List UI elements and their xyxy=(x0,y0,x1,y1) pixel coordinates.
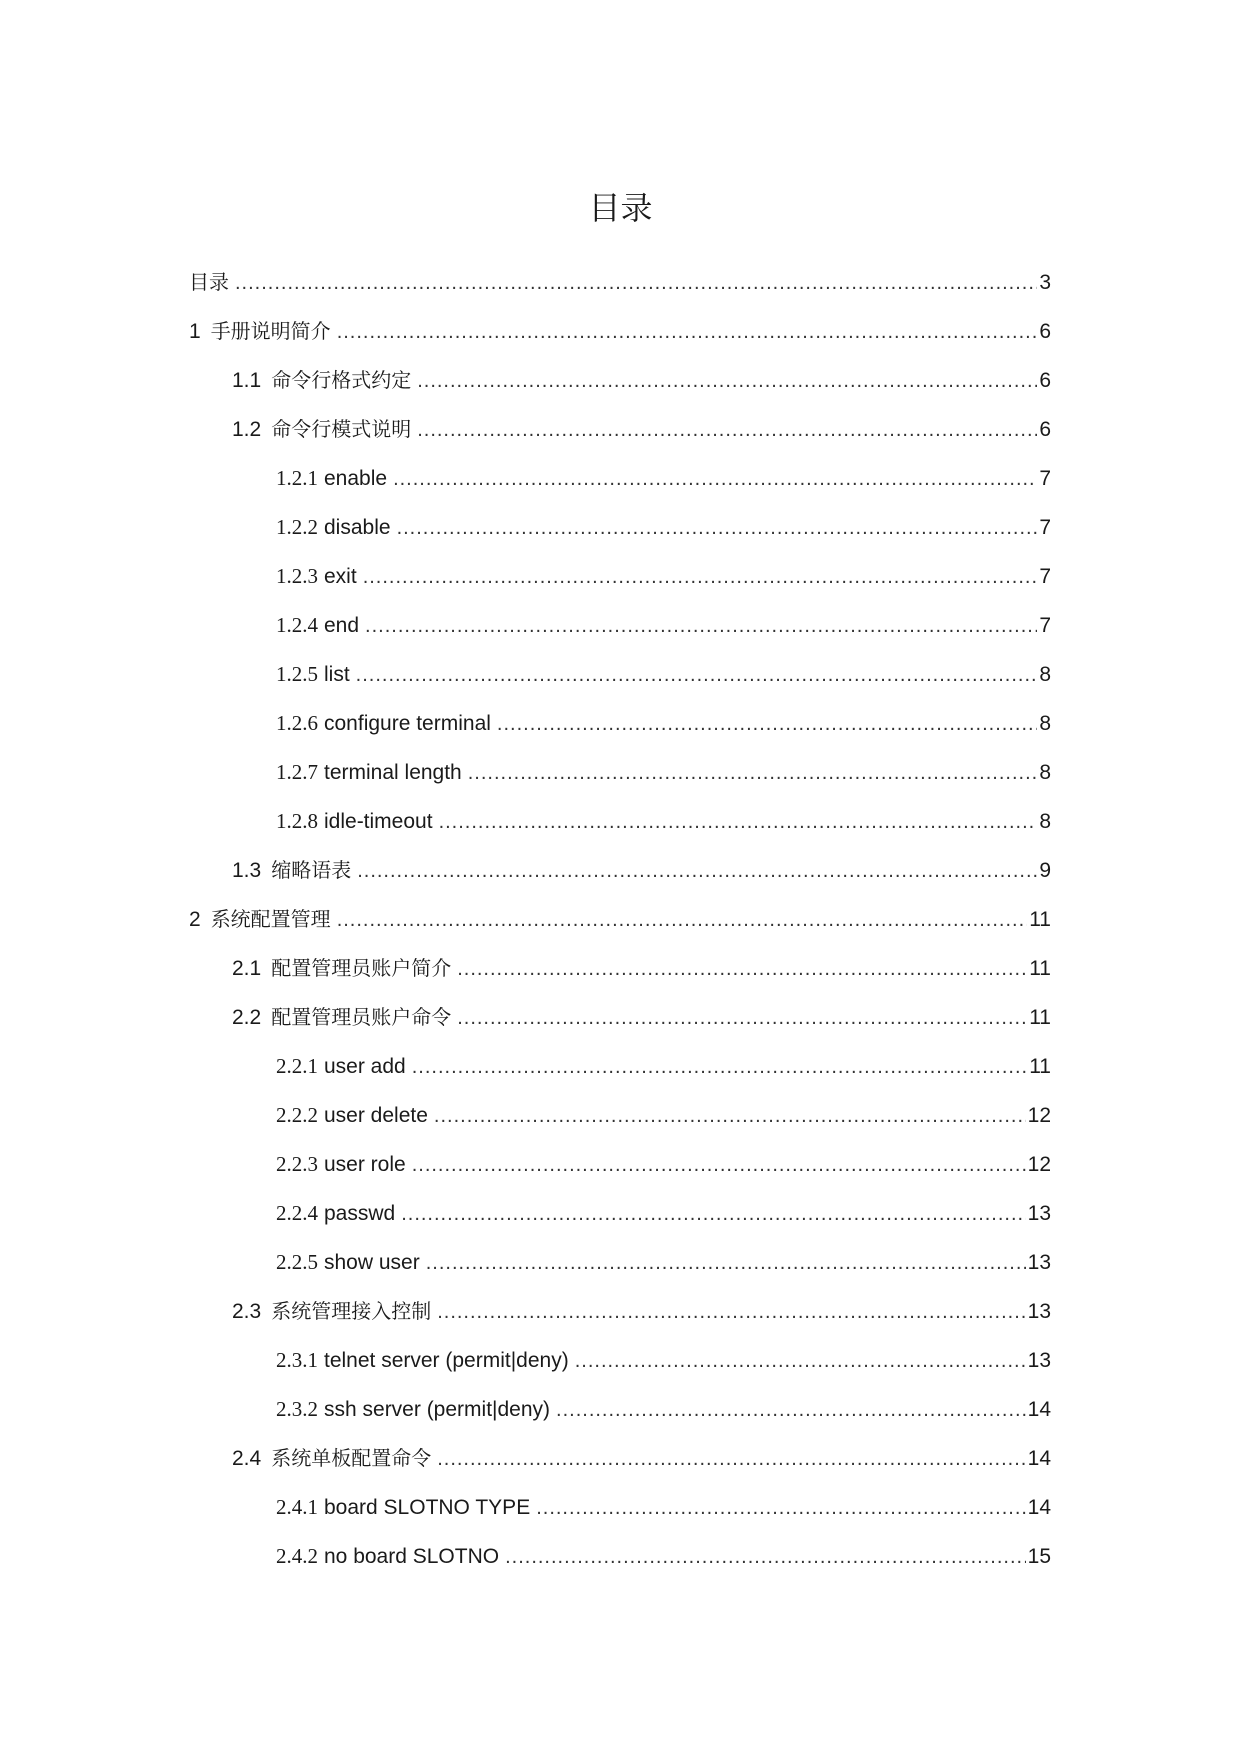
toc-entry[interactable] xyxy=(189,1189,1051,1238)
toc-entry[interactable] xyxy=(189,552,1051,601)
toc-entry-page-number: 3 xyxy=(1039,271,1051,294)
dot-leader xyxy=(417,357,1037,406)
dot-leader xyxy=(536,1484,1025,1533)
dot-leader xyxy=(556,1386,1026,1435)
page-title: 目录 xyxy=(588,189,653,227)
toc-entry-label: end xyxy=(324,614,360,637)
dot-leader xyxy=(505,1533,1026,1582)
dot-leader xyxy=(437,1435,1025,1484)
toc-entry-number: 1.2.8 xyxy=(276,809,318,833)
toc-entry-page-number: 6 xyxy=(1039,320,1051,343)
toc-entry-label: list xyxy=(324,663,350,686)
toc-entry[interactable] xyxy=(189,1091,1051,1140)
toc-entry-number: 2.1 xyxy=(232,957,262,980)
toc-entry-number: 2.3.2 xyxy=(276,1397,318,1421)
toc-entry-number: 1.2.4 xyxy=(276,613,318,637)
dot-leader xyxy=(401,1190,1025,1239)
dot-leader xyxy=(439,798,1038,847)
toc-entry[interactable] xyxy=(189,797,1051,846)
toc-entry-page-number: 8 xyxy=(1039,810,1051,833)
toc-entry[interactable] xyxy=(189,307,1051,356)
toc-entry-number: 1.2.2 xyxy=(276,515,318,539)
toc-entry-page-number: 6 xyxy=(1039,369,1051,392)
toc-entry-page-number: 8 xyxy=(1039,712,1051,735)
toc-entry[interactable] xyxy=(189,1532,1051,1581)
toc-entry-page-number: 11 xyxy=(1029,1055,1051,1078)
toc-entry-number: 1.2.7 xyxy=(276,760,318,784)
dot-leader xyxy=(397,504,1038,553)
toc-entry[interactable] xyxy=(189,1385,1051,1434)
toc-entry-page-number: 6 xyxy=(1039,418,1051,441)
toc-entry[interactable] xyxy=(189,846,1051,895)
toc-entry-label: disable xyxy=(324,516,391,539)
toc-entry[interactable] xyxy=(189,503,1051,552)
toc-entry-number: 1.1 xyxy=(232,369,262,392)
toc-entry-label: enable xyxy=(324,467,388,490)
toc-entry-page-number: 13 xyxy=(1027,1202,1051,1225)
toc-entry-number: 2.2.3 xyxy=(276,1152,318,1176)
toc-entry[interactable] xyxy=(189,1287,1051,1336)
toc-entry-label: terminal length xyxy=(324,761,462,784)
toc-entry-page-number: 14 xyxy=(1027,1398,1051,1421)
dot-leader xyxy=(575,1337,1026,1386)
toc-entry-label: user role xyxy=(324,1153,406,1176)
toc-entry-label: 手册说明简介 xyxy=(210,319,331,343)
toc-entry-page-number: 7 xyxy=(1039,516,1051,539)
toc-entry-label: exit xyxy=(324,565,357,588)
dot-leader xyxy=(365,602,1037,651)
toc-entry-number: 2.4.1 xyxy=(276,1495,318,1519)
dot-leader xyxy=(417,406,1037,455)
toc-entry-page-number: 8 xyxy=(1039,663,1051,686)
dot-leader xyxy=(235,259,1037,308)
toc-entry-page-number: 13 xyxy=(1027,1300,1051,1323)
toc-entry-page-number: 13 xyxy=(1027,1349,1051,1372)
toc-entry-number: 2.2 xyxy=(232,1006,262,1029)
toc-entry[interactable] xyxy=(189,944,1051,993)
toc-entry-label: idle-timeout xyxy=(324,810,433,833)
toc-entry[interactable] xyxy=(189,454,1051,503)
dot-leader xyxy=(357,847,1037,896)
toc-entry-label: ssh server (permit|deny) xyxy=(324,1398,551,1421)
toc-entry[interactable] xyxy=(189,1434,1051,1483)
toc-entry-number: 2.2.1 xyxy=(276,1054,318,1078)
toc-entry-label: 配置管理员账户简介 xyxy=(271,956,452,980)
toc-entry-number: 2.2.2 xyxy=(276,1103,318,1127)
toc-entry-number: 1.2.5 xyxy=(276,662,318,686)
toc-entry-page-number: 8 xyxy=(1039,761,1051,784)
toc-entry-number: 2.4 xyxy=(232,1447,262,1470)
toc-entry-label: user delete xyxy=(324,1104,428,1127)
toc-entry-label: 目录 xyxy=(189,270,229,294)
toc-entry[interactable] xyxy=(189,650,1051,699)
toc-entry-label: user add xyxy=(324,1055,406,1078)
toc-entry-page-number: 11 xyxy=(1029,1006,1051,1029)
toc-entry-number: 1.2.1 xyxy=(276,466,318,490)
dot-leader xyxy=(426,1239,1026,1288)
dot-leader xyxy=(457,945,1027,994)
toc-entry-page-number: 12 xyxy=(1027,1153,1051,1176)
dot-leader xyxy=(337,308,1038,357)
toc-entry-page-number: 9 xyxy=(1039,859,1051,882)
dot-leader xyxy=(412,1141,1026,1190)
toc-entry[interactable] xyxy=(189,748,1051,797)
toc-entry-label: passwd xyxy=(324,1202,396,1225)
toc-entry-label: 缩略语表 xyxy=(271,858,352,882)
toc-entry-label: telnet server (permit|deny) xyxy=(324,1349,569,1372)
toc-entry-page-number: 7 xyxy=(1039,467,1051,490)
toc-entry-page-number: 14 xyxy=(1027,1496,1051,1519)
toc-entry-number: 2.3 xyxy=(232,1300,262,1323)
toc-entry-label: 系统配置管理 xyxy=(210,907,331,931)
dot-leader xyxy=(337,896,1028,945)
toc-entry-label: 系统管理接入控制 xyxy=(271,1299,432,1323)
toc-entry-number: 2.2.4 xyxy=(276,1201,318,1225)
toc-entry-page-number: 14 xyxy=(1027,1447,1051,1470)
toc-entry-label: board SLOTNO TYPE xyxy=(324,1496,531,1519)
dot-leader xyxy=(393,455,1037,504)
toc-entry-label: 命令行模式说明 xyxy=(271,417,412,441)
toc-entry-label: show user xyxy=(324,1251,420,1274)
toc-entry-number: 2 xyxy=(189,908,201,931)
dot-leader xyxy=(356,651,1038,700)
toc-entry-number: 2.4.2 xyxy=(276,1544,318,1568)
toc-entry[interactable] xyxy=(189,1483,1051,1532)
toc-entry-number: 1.2 xyxy=(232,418,262,441)
toc-entry[interactable] xyxy=(189,993,1051,1042)
toc-entry[interactable] xyxy=(189,405,1051,454)
toc-entry-number: 1 xyxy=(189,320,201,343)
toc-entry[interactable] xyxy=(189,699,1051,748)
dot-leader xyxy=(412,1043,1027,1092)
dot-leader xyxy=(363,553,1038,602)
dot-leader xyxy=(434,1092,1026,1141)
toc-entry[interactable] xyxy=(189,601,1051,650)
dot-leader xyxy=(457,994,1027,1043)
toc-entry-number: 1.3 xyxy=(232,859,262,882)
toc-entry[interactable] xyxy=(189,1140,1051,1189)
dot-leader xyxy=(497,700,1037,749)
toc-entry-label: 系统单板配置命令 xyxy=(271,1446,432,1470)
toc-entry[interactable] xyxy=(189,1042,1051,1091)
toc-entry-number: 2.3.1 xyxy=(276,1348,318,1372)
toc-entry-page-number: 15 xyxy=(1027,1545,1051,1568)
toc-entry[interactable] xyxy=(189,895,1051,944)
toc-entry-number: 2.2.5 xyxy=(276,1250,318,1274)
toc-entry-page-number: 7 xyxy=(1039,565,1051,588)
toc-entry-page-number: 11 xyxy=(1029,908,1051,931)
toc-entry[interactable] xyxy=(189,356,1051,405)
toc-entry-page-number: 13 xyxy=(1027,1251,1051,1274)
toc-entry-label: 配置管理员账户命令 xyxy=(271,1005,452,1029)
table-of-contents xyxy=(189,258,1051,1581)
toc-entry[interactable] xyxy=(189,1238,1051,1287)
toc-entry[interactable] xyxy=(189,258,1051,307)
toc-entry-page-number: 12 xyxy=(1027,1104,1051,1127)
toc-entry-label: 命令行格式约定 xyxy=(271,368,412,392)
toc-entry-number: 1.2.6 xyxy=(276,711,318,735)
toc-entry-page-number: 7 xyxy=(1039,614,1051,637)
dot-leader xyxy=(437,1288,1025,1337)
toc-entry-label: no board SLOTNO xyxy=(324,1545,500,1568)
toc-entry-number: 1.2.3 xyxy=(276,564,318,588)
toc-entry-page-number: 11 xyxy=(1029,957,1051,980)
toc-entry-label: configure terminal xyxy=(324,712,491,735)
toc-entry[interactable] xyxy=(189,1336,1051,1385)
dot-leader xyxy=(468,749,1038,798)
